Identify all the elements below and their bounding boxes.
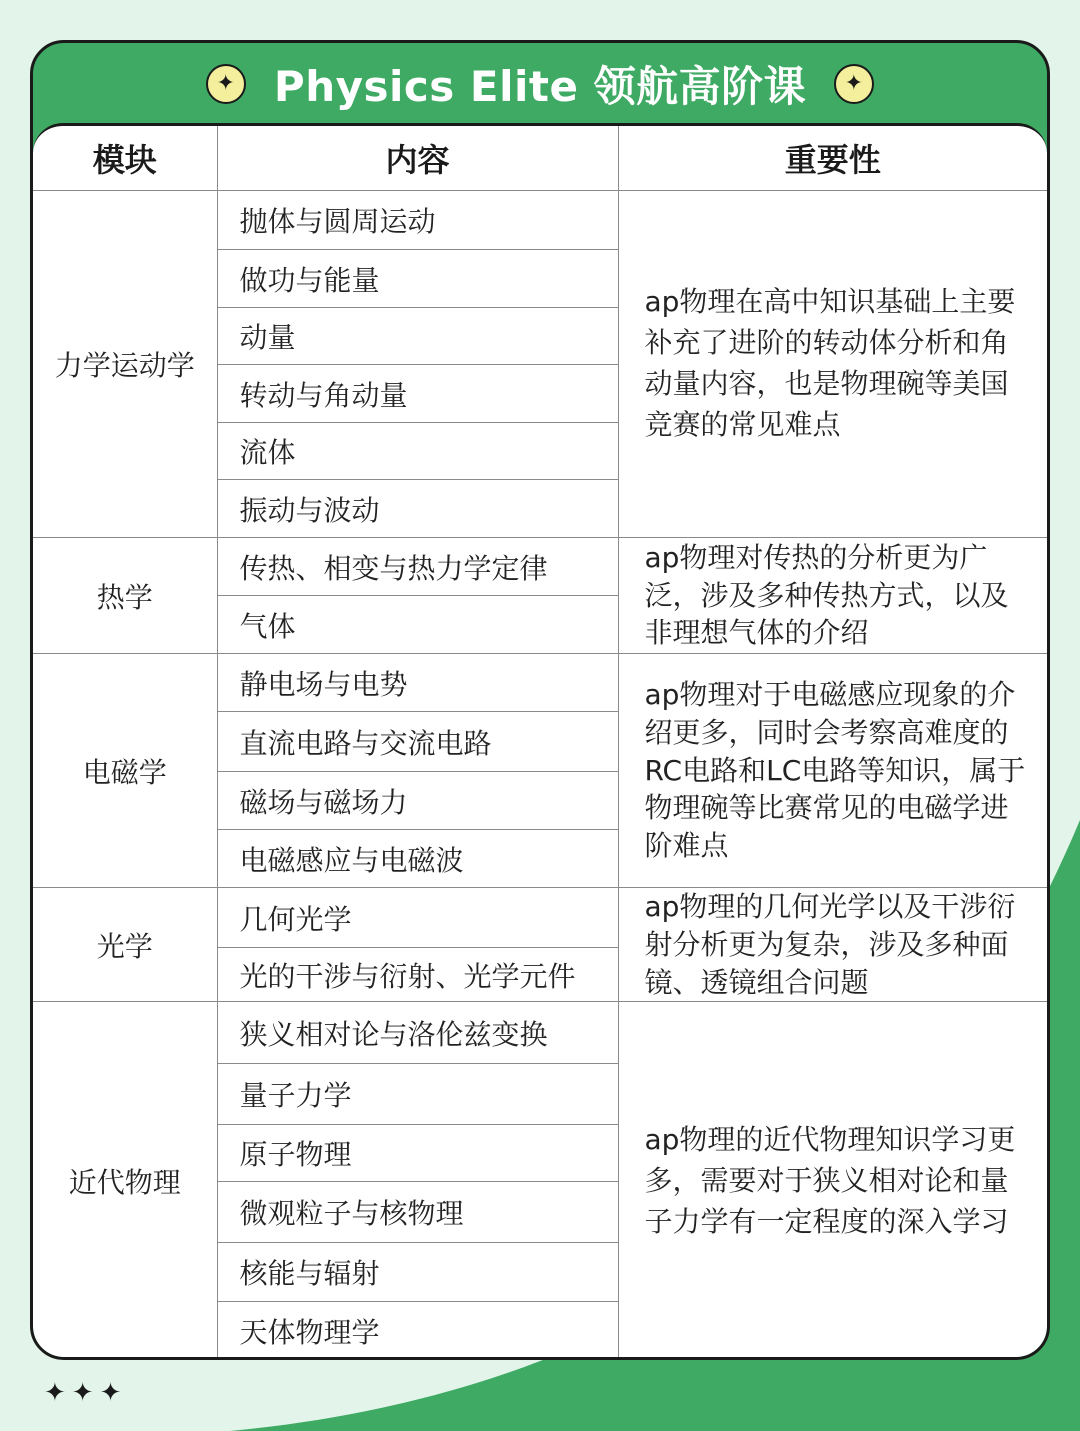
title-bar (33, 43, 1047, 125)
content-item: 量子力学 (217, 1064, 618, 1125)
course-table (33, 126, 1047, 1357)
course-card (30, 40, 1050, 1360)
content-item: 振动与波动 (217, 480, 618, 538)
page-title: Physics Elite 领航高阶课 (273, 62, 807, 111)
content-item: 传热、相变与热力学定律 (217, 538, 618, 596)
table-sheet (33, 123, 1047, 1357)
content-item: 抛体与圆周运动 (217, 191, 618, 250)
module-cell: 力学运动学 (33, 191, 217, 538)
content-item: 电磁感应与电磁波 (217, 830, 618, 888)
content-item: 狭义相对论与洛伦兹变换 (217, 1002, 618, 1064)
content-item: 做功与能量 (217, 250, 618, 308)
content-item: 原子物理 (217, 1125, 618, 1182)
importance-cell: ap物理的近代物理知识学习更多，需要对于狭义相对论和量子力学有一定程度的深入学习 (618, 1002, 1047, 1357)
table-row (33, 538, 1047, 596)
content-item: 磁场与磁场力 (217, 772, 618, 830)
importance-cell: ap物理对传热的分析更为广泛，涉及多种传热方式，以及非理想气体的介绍 (618, 538, 1047, 654)
content-item: 气体 (217, 596, 618, 654)
importance-cell: ap物理对于电磁感应现象的介绍更多，同时会考察高难度的RC电路和LC电路等知识，属于物理碗等比赛常见的电磁学进阶难点 (618, 654, 1047, 888)
content-item: 直流电路与交流电路 (217, 712, 618, 772)
header-content: 内容 (217, 126, 618, 191)
content-item: 微观粒子与核物理 (217, 1182, 618, 1243)
module-cell: 光学 (33, 888, 217, 1002)
content-item: 静电场与电势 (217, 654, 618, 712)
content-item: 光的干涉与衍射、光学元件 (217, 948, 618, 1002)
content-item: 流体 (217, 423, 618, 480)
content-item: 转动与角动量 (217, 365, 618, 423)
header-importance: 重要性 (618, 126, 1047, 191)
table-row (33, 191, 1047, 250)
content-item: 几何光学 (217, 888, 618, 948)
table-header-row (33, 126, 1047, 191)
header-module: 模块 (33, 126, 217, 191)
content-item: 动量 (217, 308, 618, 365)
table-row (33, 1002, 1047, 1064)
module-cell: 热学 (33, 538, 217, 654)
sparkle-icons-bottom: ✦✦✦ (44, 1378, 128, 1408)
table-row (33, 888, 1047, 948)
content-item: 核能与辐射 (217, 1243, 618, 1302)
importance-cell: ap物理的几何光学以及干涉衍射分析更为复杂，涉及多种面镜、透镜组合问题 (618, 888, 1047, 1002)
sparkle-icon-right: ✦ (834, 64, 874, 104)
sparkle-icon-left: ✦ (206, 64, 246, 104)
module-cell: 近代物理 (33, 1002, 217, 1357)
content-item: 天体物理学 (217, 1302, 618, 1357)
table-row (33, 654, 1047, 712)
importance-cell: ap物理在高中知识基础上主要补充了进阶的转动体分析和角动量内容，也是物理碗等美国竞赛的常见难点 (618, 191, 1047, 538)
module-cell: 电磁学 (33, 654, 217, 888)
